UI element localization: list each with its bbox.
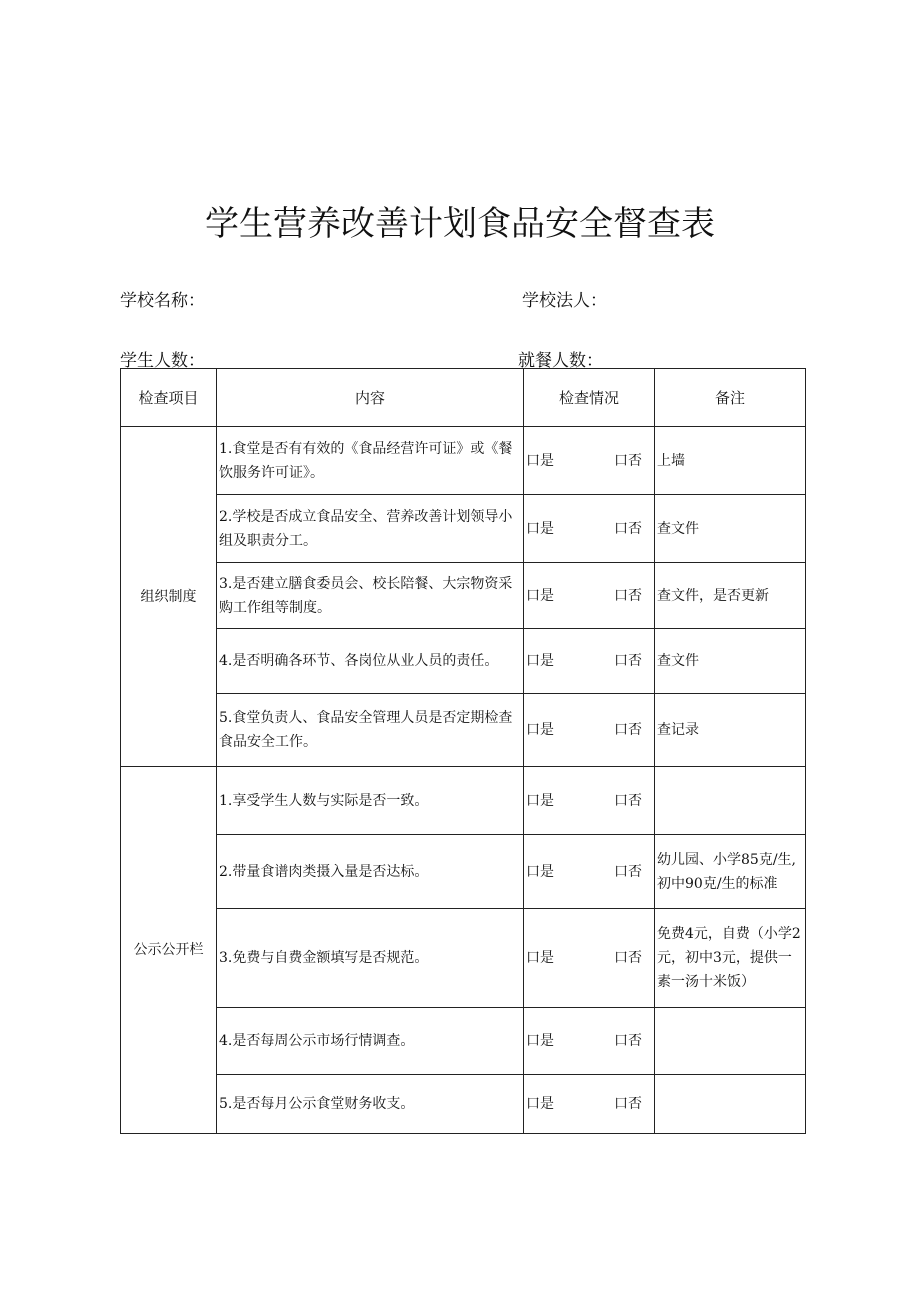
section-name: 公示公开栏	[121, 767, 217, 1134]
inspection-table	[120, 368, 806, 1134]
table-row	[121, 835, 806, 909]
row-content: 1.食堂是否有有效的《食品经营许可证》或《餐饮服务许可证》。	[217, 427, 524, 495]
row-remark	[655, 1075, 806, 1134]
row-check	[524, 427, 655, 495]
table-row	[121, 1008, 806, 1075]
no-checkbox[interactable]: 口否	[614, 1096, 642, 1112]
table-row	[121, 909, 806, 1008]
yes-checkbox[interactable]: 口是	[526, 792, 554, 809]
row-remark: 查记录	[655, 694, 806, 767]
table-row	[121, 694, 806, 767]
row-check	[524, 1008, 655, 1075]
table-row	[121, 1075, 806, 1134]
row-remark: 幼儿园、小学85克/生,初中90克/生的标准	[655, 835, 806, 909]
yes-checkbox[interactable]: 口是	[526, 452, 554, 469]
school-name-label: 学校名称：	[120, 291, 205, 311]
row-check	[524, 835, 655, 909]
no-checkbox[interactable]: 口否	[614, 1033, 642, 1049]
header-item: 检查项目	[121, 369, 217, 427]
row-check	[524, 694, 655, 767]
table-row	[121, 629, 806, 694]
table-row	[121, 427, 806, 495]
row-check	[524, 909, 655, 1008]
row-remark: 上墙	[655, 427, 806, 495]
no-checkbox[interactable]: 口否	[614, 792, 642, 809]
yes-checkbox[interactable]: 口是	[526, 863, 554, 880]
row-remark: 查文件	[655, 629, 806, 694]
table-row	[121, 767, 806, 835]
row-content: 4.是否每周公示市场行情调查。	[217, 1008, 524, 1075]
row-content: 3.是否建立膳食委员会、校长陪餐、大宗物资采购工作组等制度。	[217, 563, 524, 629]
header-status: 检查情况	[524, 369, 655, 427]
row-check	[524, 767, 655, 835]
row-content: 4.是否明确各环节、各岗位从业人员的责任。	[217, 629, 524, 694]
table-header-row	[121, 369, 806, 427]
dining-count-label: 就餐人数：	[518, 351, 603, 371]
yes-checkbox[interactable]: 口是	[526, 587, 554, 604]
yes-checkbox[interactable]: 口是	[526, 722, 554, 738]
header-content: 内容	[217, 369, 524, 427]
row-remark: 免费4元，自费（小学2元，初中3元，提供一素一汤十米饭）	[655, 909, 806, 1008]
row-check	[524, 495, 655, 563]
yes-checkbox[interactable]: 口是	[526, 1096, 554, 1112]
yes-checkbox[interactable]: 口是	[526, 520, 554, 537]
section-name: 组织制度	[121, 427, 217, 767]
no-checkbox[interactable]: 口否	[614, 452, 642, 469]
row-content: 5.食堂负责人、食品安全管理人员是否定期检查食品安全工作。	[217, 694, 524, 767]
no-checkbox[interactable]: 口否	[614, 950, 642, 966]
row-remark: 查文件，是否更新	[655, 563, 806, 629]
row-remark	[655, 1008, 806, 1075]
row-content: 1.享受学生人数与实际是否一致。	[217, 767, 524, 835]
no-checkbox[interactable]: 口否	[614, 520, 642, 537]
yes-checkbox[interactable]: 口是	[526, 950, 554, 966]
no-checkbox[interactable]: 口否	[614, 863, 642, 880]
row-remark: 查文件	[655, 495, 806, 563]
row-content: 2.带量食谱肉类摄入量是否达标。	[217, 835, 524, 909]
student-count-label: 学生人数：	[120, 351, 205, 371]
yes-checkbox[interactable]: 口是	[526, 1033, 554, 1049]
header-remark: 备注	[655, 369, 806, 427]
no-checkbox[interactable]: 口否	[614, 587, 642, 604]
row-remark	[655, 767, 806, 835]
page-title: 学生营养改善计划食品安全督查表	[205, 204, 715, 244]
school-legal-label: 学校法人：	[522, 291, 607, 311]
no-checkbox[interactable]: 口否	[614, 653, 642, 669]
table-row	[121, 495, 806, 563]
yes-checkbox[interactable]: 口是	[526, 653, 554, 669]
row-content: 5.是否每月公示食堂财务收支。	[217, 1075, 524, 1134]
no-checkbox[interactable]: 口否	[614, 722, 642, 738]
row-check	[524, 1075, 655, 1134]
row-check	[524, 629, 655, 694]
row-content: 3.免费与自费金额填写是否规范。	[217, 909, 524, 1008]
row-check	[524, 563, 655, 629]
table-row	[121, 563, 806, 629]
row-content: 2.学校是否成立食品安全、营养改善计划领导小组及职责分工。	[217, 495, 524, 563]
